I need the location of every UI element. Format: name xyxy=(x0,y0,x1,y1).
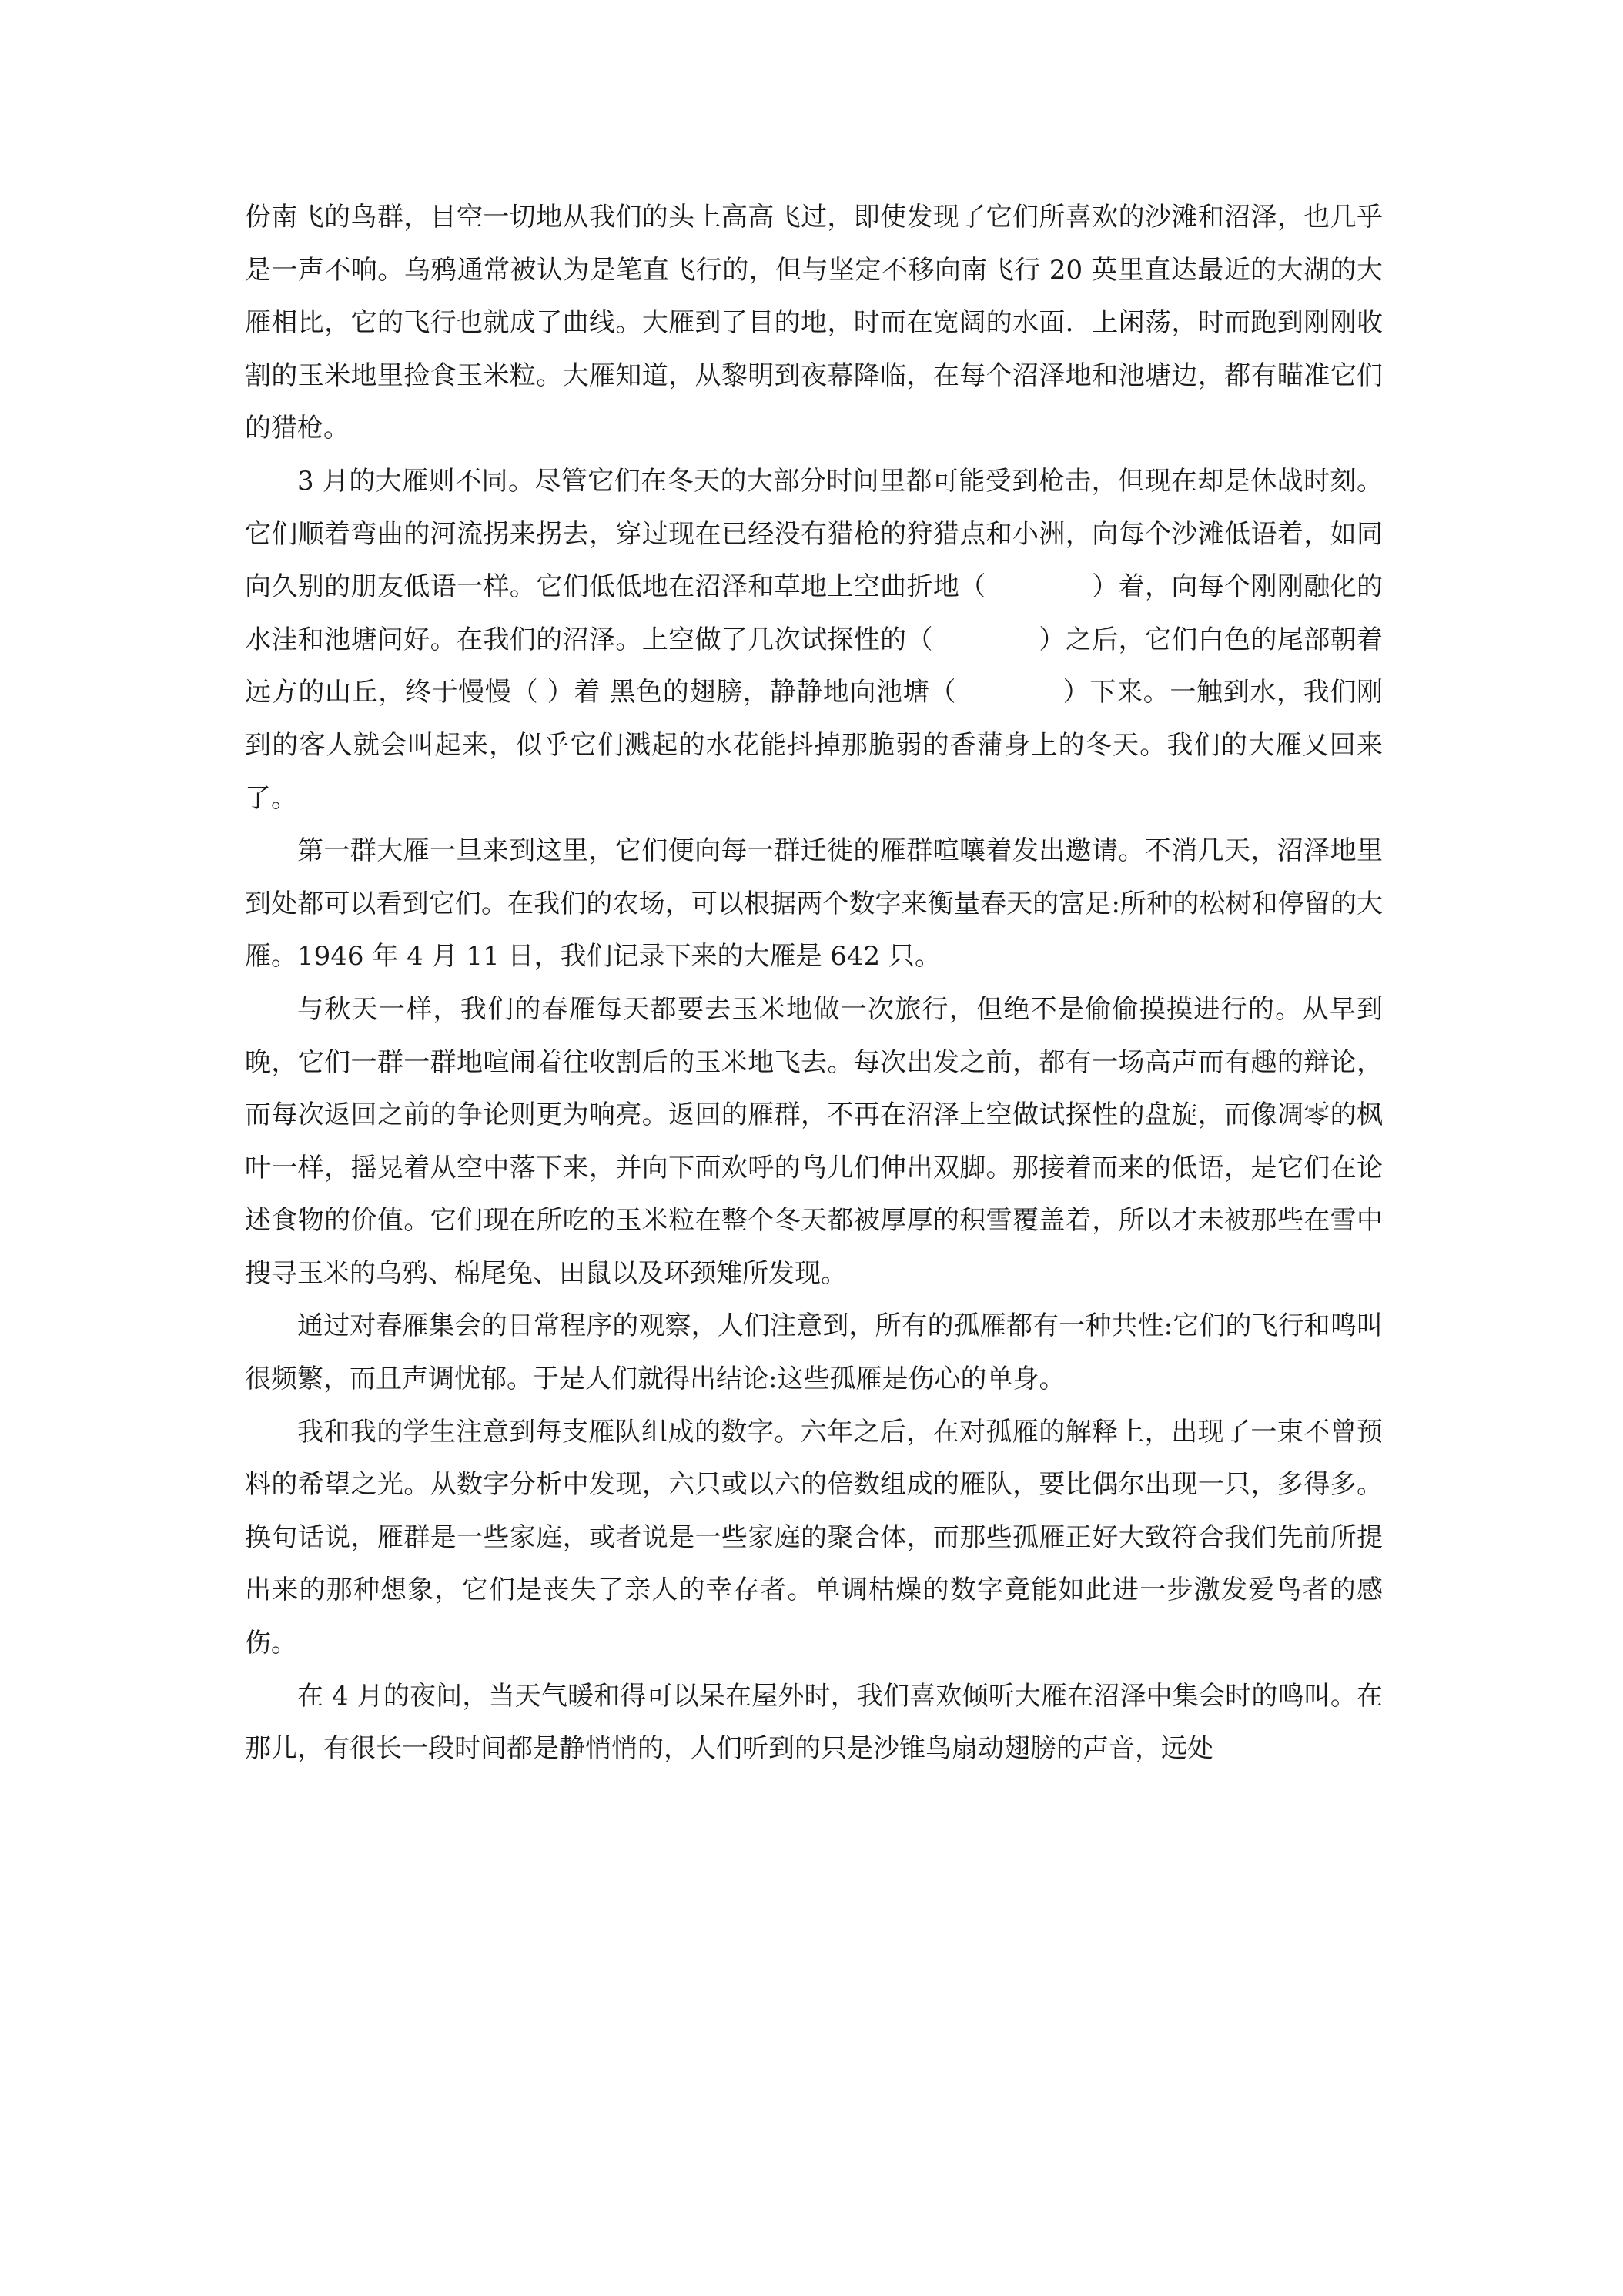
paragraph-4: 与秋天一样，我们的春雁每天都要去玉米地做一次旅行，但绝不是偷偷摸摸进行的。从早到晚，它们一群一群地喧闹着往收割后的玉米地飞去。每次出发之前，都有一场高声而有趣的辩论，而每次返回之前的争论则更为响亮。返回的雁群，不再在沼泽上空做试探性的盘旋，而像凋零的枫叶一样，摇晃着从空中落下来，并向下面欢呼的鸟儿们伸出双脚。那接着而来的低语，是它们在论述食物的价值。它们现在所吃的玉米粒在整个冬天都被厚厚的积雪覆盖着，所以才未被那些在雪中搜寻玉米的乌鸦、棉尾兔、田鼠以及环颈雉所发现。 xyxy=(245,993,1383,1289)
paragraph-7: 在 4 月的夜间，当天气暖和得可以呆在屋外时，我们喜欢倾听大雁在沼泽中集会时的鸣叫。在那儿，有很长一段时间都是静悄悄的，人们听到的只是沙锥鸟扇动翅膀的声音，远处 xyxy=(245,1680,1383,1765)
document-body xyxy=(245,191,1383,1776)
paragraph-5: 通过对春雁集会的日常程序的观察，人们注意到，所有的孤雁都有一种共性:它们的飞行和鸣叫很频繁，而且声调忧郁。于是人们就得出结论:这些孤雁是伤心的单身。 xyxy=(245,1310,1383,1395)
paragraph-1: 份南飞的鸟群，目空一切地从我们的头上高高飞过，即使发现了它们所喜欢的沙滩和沼泽，也几乎是一声不响。乌鸦通常被认为是笔直飞行的，但与坚定不移向南飞行 20 英里直达最近的大湖的大雁相比，它的飞行也就成了曲线。大雁到了目的地，时而在宽阔的水面．上闲荡，时而跑到刚刚收割的玉米地里捡食玉米粒。大雁知道，从黎明到夜幕降临，在每个沼泽地和池塘边，都有瞄准它们的猎枪。 xyxy=(245,202,1383,444)
paragraph-2: 3 月的大雁则不同。尽管它们在冬天的大部分时间里都可能受到枪击，但现在却是休战时刻。它们顺着弯曲的河流拐来拐去，穿过现在已经没有猎枪的狩猎点和小洲，向每个沙滩低语着，如同向久别的朋友低语一样。它们低低地在沼泽和草地上空曲折地（ ）着，向每个刚刚融化的水洼和池塘问好。在我们的沼泽。上空做了几次试探性的（ ）之后，它们白色的尾部朝着远方的山丘，终于慢慢（ ）着 黑色的翅膀，静静地向池塘（ ）下来。一触到水，我们刚到的客人就会叫起来，似乎它们溅起的水花能抖掉那脆弱的香蒲身上的冬天。我们的大雁又回来了。 xyxy=(245,465,1383,814)
paragraph-3: 第一群大雁一旦来到这里，它们便向每一群迁徙的雁群喧嚷着发出邀请。不消几天，沼泽地里到处都可以看到它们。在我们的农场，可以根据两个数字来衡量春天的富足:所种的松树和停留的大雁。1946 年 4 月 11 日，我们记录下来的大雁是 642 只。 xyxy=(245,835,1383,972)
paragraph-6: 我和我的学生注意到每支雁队组成的数字。六年之后，在对孤雁的解释上，出现了一束不曾预料的希望之光。从数字分析中发现，六只或以六的倍数组成的雁队，要比偶尔出现一只，多得多。换句话说，雁群是一些家庭，或者说是一些家庭的聚合体，而那些孤雁正好大致符合我们先前所提出来的那种想象，它们是丧失了亲人的幸存者。单调枯燥的数字竟能如此进一步激发爱鸟者的感伤。 xyxy=(245,1416,1383,1659)
